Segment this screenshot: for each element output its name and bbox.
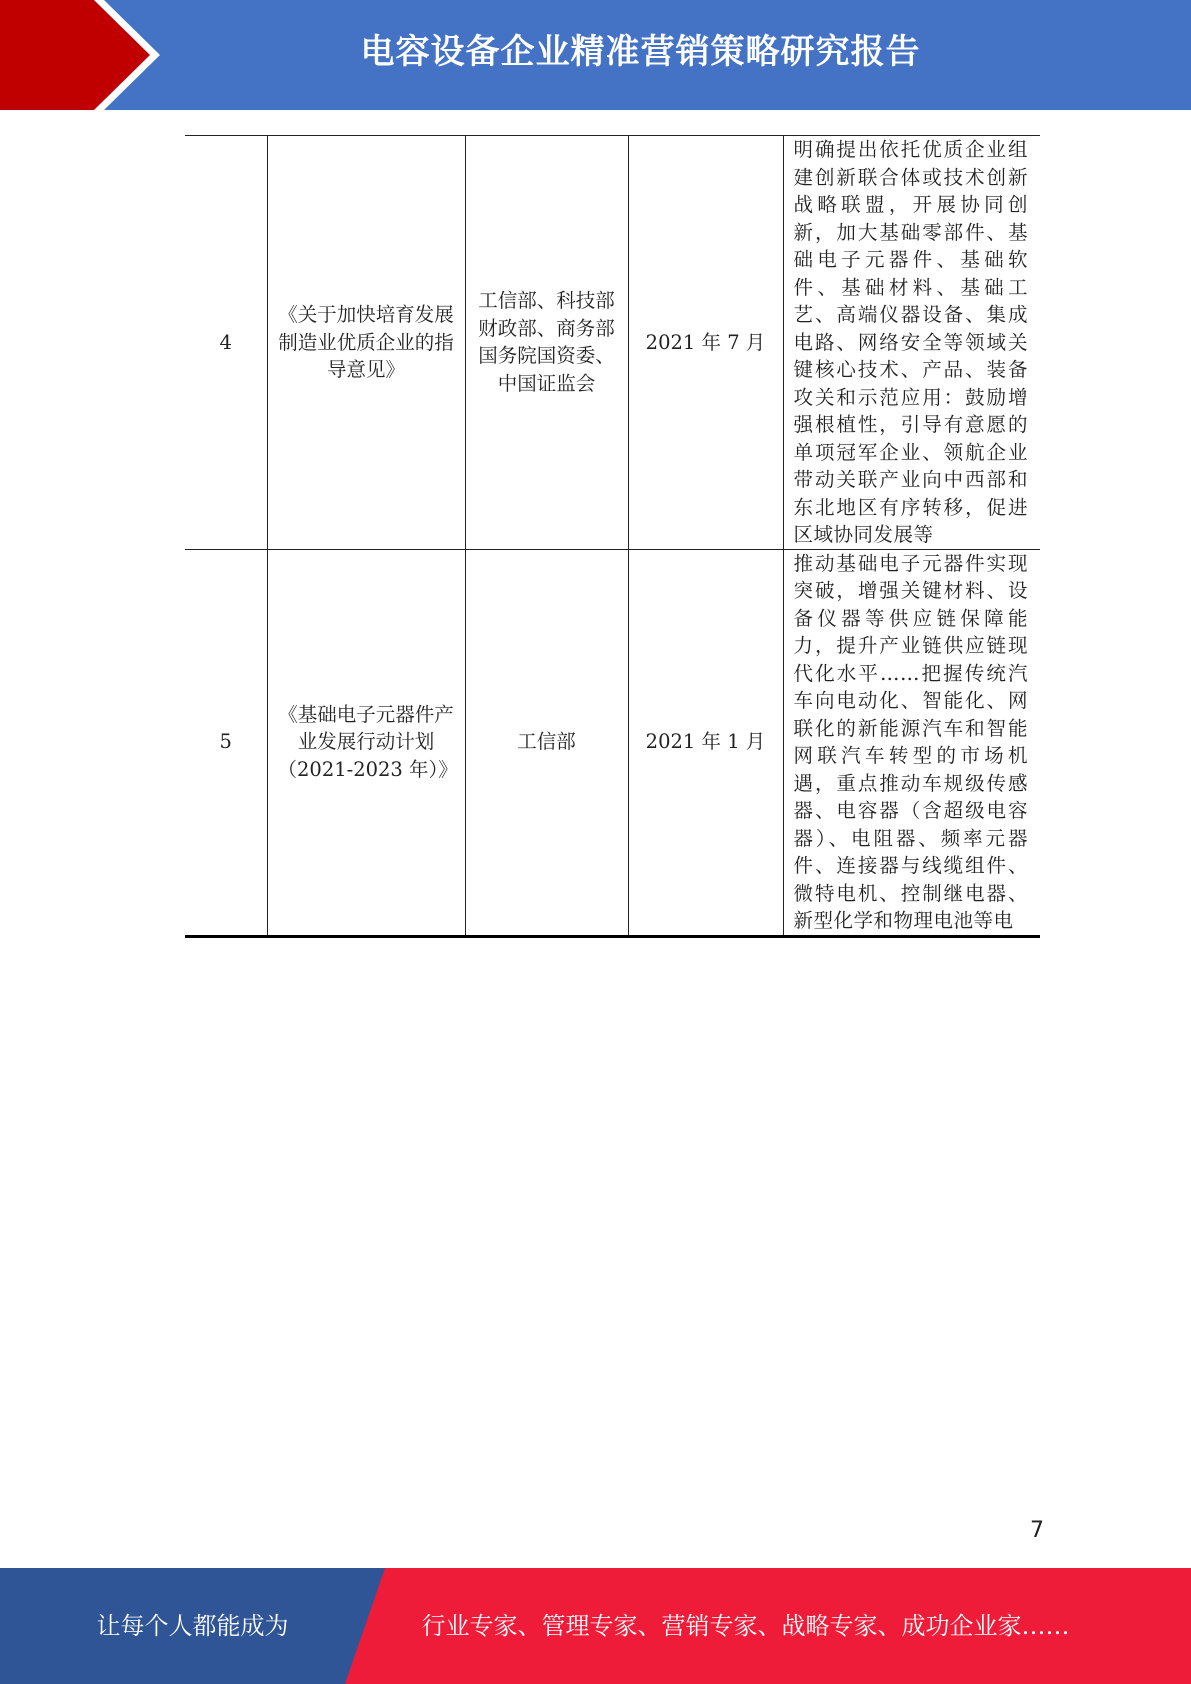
page-footer <box>0 1568 1191 1684</box>
page-number: 7 <box>1030 1518 1044 1543</box>
policy-name: 《关于加快培育发展制造业优质企业的指导意见》 <box>267 136 465 550</box>
table-row <box>185 136 1040 550</box>
policy-department: 工信部、科技部财政部、商务部国务院国资委、中国证监会 <box>465 136 628 550</box>
policy-date: 2021 年 1 月 <box>628 549 783 936</box>
footer-slogan-right: 行业专家、管理专家、营销专家、战略专家、成功企业家…… <box>421 1612 1070 1640</box>
policy-department: 工信部 <box>465 549 628 936</box>
policy-name: 《基础电子元器件产业发展行动计划（2021-2023 年）》 <box>267 549 465 936</box>
row-number: 4 <box>185 136 267 550</box>
table-row <box>185 549 1040 936</box>
policy-description: 推动基础电子元器件实现突破，增强关键材料、设备仪器等供应链保障能力，提升产业链供应链现代化水平……把握传统汽车向电动化、智能化、网联化的新能源汽车和智能网联汽车转型的市场机遇，重点推动车规级传感器、电容器（含超级电容器）、电阻器、频率元器件、连接器与线缆组件、微特电机、控制继电器、新型化学和物理电池等电 <box>783 549 1040 936</box>
policy-date: 2021 年 7 月 <box>628 136 783 550</box>
header-arrow-decoration <box>0 0 160 110</box>
policy-table <box>185 135 1040 938</box>
footer-slogan-left: 让每个人都能成为 <box>96 1612 289 1640</box>
row-number: 5 <box>185 549 267 936</box>
policy-description: 明确提出依托优质企业组建创新联合体或技术创新战略联盟，开展协同创新，加大基础零部件、基础电子元器件、基础软件、基础材料、基础工艺、高端仪器设备、集成电路、网络安全等领域关键核心技术、产品、装备攻关和示范应用：鼓励增强根植性，引导有意愿的单项冠军企业、领航企业带动关联产业向中西部和东北地区有序转移，促进区域协同发展等 <box>783 136 1040 550</box>
header-title: 电容设备企业精准营销策略研究报告 <box>360 32 921 72</box>
page-header <box>0 0 1191 110</box>
